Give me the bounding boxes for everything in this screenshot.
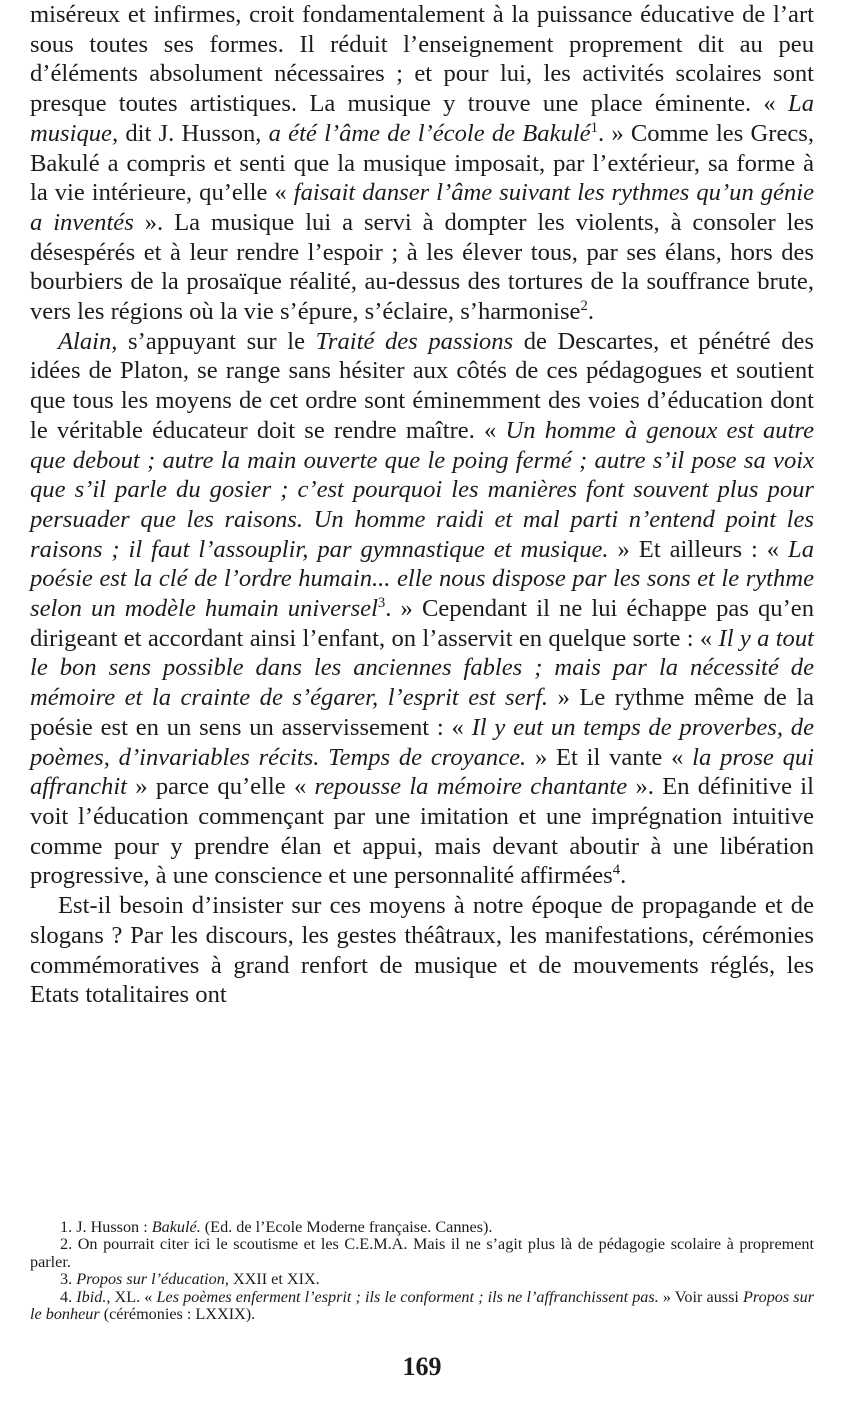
text-run: » Et il vante « (526, 743, 693, 771)
italic-text: Alain, (58, 327, 118, 355)
text-run: » parce qu’elle « (127, 773, 315, 801)
text-run: 3. (60, 1270, 77, 1289)
footnotes (30, 1219, 814, 1323)
text-run: miséreux et infirmes, croit fondamentalement à la puissance éducative de l’art sous toutes ses formes. Il réduit l’enseignement proprement dit au peu d’éléments absolument nécessaires ; et pour lui, les activités scolaires sont presque toutes artistiques. La musique y trouve une place éminente. « (30, 1, 814, 118)
paragraph (30, 327, 814, 891)
footnote-marker: 4 (612, 862, 621, 879)
text-run: . (620, 862, 627, 890)
italic-text: Bakulé. (151, 1218, 201, 1236)
italic-text: Il y eut un temps de proverbes, de poèmes, d’invariables récits. Temps de croyance. (30, 713, 814, 771)
italic-text: La poésie est la clé de l’ordre humain... elle nous dispose par les sons et le rythme selon un modèle humain universel (30, 535, 815, 623)
italic-text: Il y a tout le bon sens possible dans les anciennes fables ; mais par la nécessité de mémoire et la crainte de s’égarer, l’esprit est serf. (30, 624, 814, 712)
italic-text: faisait danser l’âme suivant les rythmes qu’un génie a inventés (30, 179, 815, 236)
footnote-marker: 1 (590, 119, 598, 136)
italic-text: a été l’âme de l’école de Bakulé (268, 119, 591, 147)
text-run: 4. (60, 1287, 77, 1306)
text-run: Est-il besoin d’insister sur ces moyens à notre époque de propagande et de slogans ? Par les discours, les gestes théâtraux, les manifestations, cérémonies commémoratives à grand renfort de musique et de mouvements réglés, les Etats totalitaires ont (30, 892, 814, 1009)
text-run: s’appuyant sur le (117, 327, 316, 355)
footnote (30, 1289, 814, 1324)
paragraph (30, 891, 814, 1010)
footnote-marker: 2 (580, 297, 588, 314)
text-run: . (587, 298, 594, 326)
italic-text: Les poèmes enferment l’esprit ; ils le conforment ; ils ne l’affranchissent pas. (156, 1287, 659, 1306)
text-run: » Le rythme même de la poésie est en un sens un asservissement : « (30, 684, 815, 741)
text-run: . » Comme les Grecs, Bakulé a compris et senti que la musique imposait, par l’extérieur, sa forme à la vie intérieure, qu’elle « (30, 119, 814, 207)
italic-text: la prose qui affranchit (30, 743, 814, 801)
text-run: » Voir aussi (658, 1287, 744, 1306)
footnote (30, 1236, 814, 1271)
text-run: XXII et XIX. (228, 1270, 320, 1289)
italic-text: Ibid., (76, 1287, 111, 1306)
text-run: ». En définitive il voit l’éducation commençant par une imitation et une imprégnation intuitive comme pour y prendre élan et appui, mais devant aboutir à une libération progressive, à une conscience et une personnalité affirmées (30, 773, 814, 890)
text-run: 1. J. Husson : (60, 1218, 152, 1236)
footnote-marker: 3 (377, 594, 386, 611)
footnote (30, 1219, 814, 1236)
text-run: ». La musique lui a servi à dompter les violents, à consoler les désespérés et à leur rendre l’espoir ; à les élever tous, par ses élans, hors des bourbiers de la prosaïque réalité, au-dessus des tortures de la souffrance brute, vers les régions où la vie s’épure, s’éclaire, s’harmonise (30, 208, 814, 326)
italic-text: Un homme à genoux est autre que debout ; autre la main ouverte que le poing fermé ; autre s’il pose sa voix que s’il parle du gosier ; c’est pourquoi les manières font souvent plus pour persuader que les raisons. Un homme raidi et mal parti n’entend point les raisons ; il faut l’assouplir, par gymnastique et musique. (30, 416, 815, 563)
italic-text: La musique, (30, 90, 814, 147)
book-page (30, 0, 814, 1419)
text-run: dit J. Husson, (118, 119, 269, 147)
text-run: . » Cependant il ne lui échappe pas qu’en dirigeant et accordant ainsi l’enfant, on l’asservit en quelque sorte : « (30, 595, 814, 652)
text-run: 2. On pourrait citer ici le scoutisme et les C.E.M.A. Mais il ne s’agit plus là de pédagogie scolaire à proprement parler. (30, 1235, 814, 1271)
italic-text: Propos sur l’éducation, (76, 1270, 229, 1289)
italic-text: repousse la mémoire chantante (314, 773, 628, 801)
main-text (30, 0, 814, 1010)
italic-text: Traité des passions (315, 327, 514, 355)
paragraph (30, 0, 814, 327)
page-number: 169 (402, 1352, 442, 1381)
text-run: de Descartes, et pénétré des idées de Platon, se range sans hésiter aux côtés de ces pédagogues et soutient que tous les moyens de cet ordre sont éminemment des voies d’éducation dont le véritable éducateur doit se rendre maître. « (30, 327, 814, 444)
footnote (30, 1271, 814, 1288)
text-run: XL. « (110, 1287, 157, 1306)
text-run: (Ed. de l’Ecole Moderne française. Cannes). (200, 1218, 493, 1236)
italic-text: Propos sur le bonheur (30, 1287, 814, 1324)
text-run: » Et ailleurs : « (608, 535, 789, 563)
text-run: (cérémonies : LXXIX). (99, 1305, 256, 1324)
